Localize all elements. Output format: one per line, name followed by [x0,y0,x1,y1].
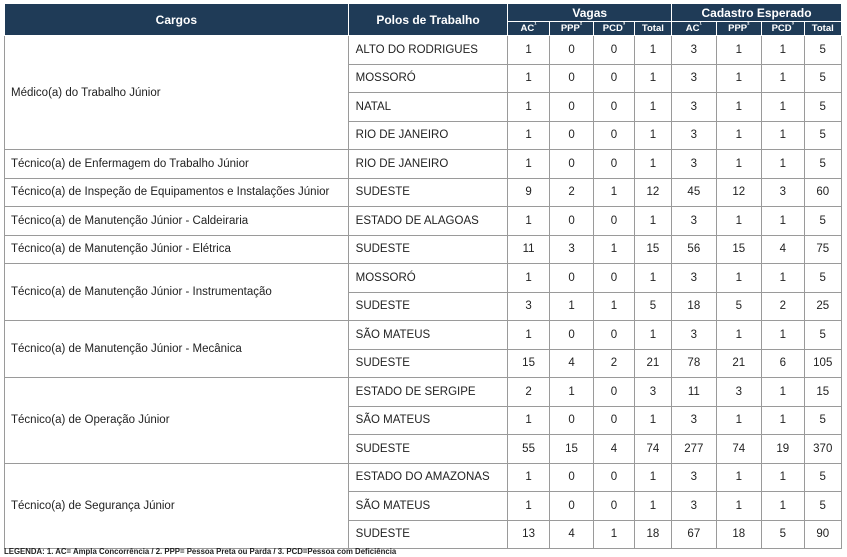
cadastro-pcd-cell: 6 [762,349,804,378]
cargo-cell: Técnico(a) de Enfermagem do Trabalho Júnior [5,150,349,179]
cadastro-ppp-cell: 1 [716,463,761,492]
cadastro-ac-cell: 11 [672,378,716,407]
vagas-ac-cell: 1 [508,406,549,435]
cadastro-pcd-cell: 1 [762,264,804,293]
vacancies-table [4,3,842,549]
vagas-ac-cell: 9 [508,178,549,207]
polo-cell: MOSSORÓ [348,264,508,293]
vagas-ppp-cell: 1 [549,378,593,407]
table-row [5,264,842,293]
header-vagas-total: Total [634,22,671,36]
vagas-pcd-cell: 2 [594,349,634,378]
cadastro-ac-cell: 3 [672,264,716,293]
cadastro-ppp-cell: 1 [716,264,761,293]
cadastro-total-cell: 5 [804,264,842,293]
cadastro-ac-cell: 3 [672,150,716,179]
polo-cell: ALTO DO RODRIGUES [348,36,508,65]
cadastro-ac-cell: 3 [672,463,716,492]
vagas-ac-cell: 11 [508,235,549,264]
cadastro-pcd-cell: 5 [762,520,804,549]
table-row [5,378,842,407]
table-row [5,178,842,207]
vagas-ac-cell: 1 [508,463,549,492]
polo-cell: SUDESTE [348,292,508,321]
table-row [5,463,842,492]
vagas-ppp-cell: 0 [549,321,593,350]
cadastro-ppp-cell: 15 [716,235,761,264]
vagas-ac-cell: 1 [508,150,549,179]
vagas-pcd-cell: 0 [594,207,634,236]
vagas-total-cell: 1 [634,93,671,122]
vagas-pcd-cell: 0 [594,36,634,65]
vagas-pcd-cell: 0 [594,64,634,93]
cadastro-total-cell: 75 [804,235,842,264]
cadastro-total-cell: 5 [804,321,842,350]
cadastro-ac-cell: 3 [672,121,716,150]
vagas-total-cell: 1 [634,121,671,150]
cadastro-ppp-cell: 1 [716,406,761,435]
vagas-pcd-cell: 1 [594,292,634,321]
polo-cell: ESTADO DE SERGIPE [348,378,508,407]
cadastro-pcd-cell: 4 [762,235,804,264]
cargo-cell: Técnico(a) de Inspeção de Equipamentos e Instalações Júnior [5,178,349,207]
vagas-ppp-cell: 0 [549,492,593,521]
vagas-total-cell: 1 [634,207,671,236]
vagas-ac-cell: 15 [508,349,549,378]
header-vagas-pcd: $PCD^{^3}$ [594,22,634,36]
cadastro-pcd-cell: 1 [762,207,804,236]
vagas-ppp-cell: 0 [549,150,593,179]
cadastro-ppp-cell: 1 [716,121,761,150]
header-cadastro-total: Total [804,22,842,36]
vagas-ac-cell: 1 [508,207,549,236]
polo-cell: SUDESTE [348,520,508,549]
polo-cell: ESTADO DE ALAGOAS [348,207,508,236]
vagas-ac-cell: 2 [508,378,549,407]
vagas-pcd-cell: 4 [594,435,634,464]
vagas-total-cell: 1 [634,36,671,65]
cadastro-total-cell: 105 [804,349,842,378]
cadastro-total-cell: 5 [804,463,842,492]
legend-text: LEGENDA: 1. AC= Ampla Concorrência / 2. PPP= Pessoa Preta ou Parda / 3. PCD=Pessoa com Deficiência [4,547,397,556]
polo-cell: MOSSORÓ [348,64,508,93]
vagas-total-cell: 74 [634,435,671,464]
vagas-ppp-cell: 0 [549,264,593,293]
cargo-cell: Técnico(a) de Segurança Júnior [5,463,349,549]
cadastro-ac-cell: 56 [672,235,716,264]
header-cadastro-pcd: $PCD^{^3}$ [762,22,804,36]
header-cargos: Cargos [5,4,349,36]
polo-cell: ESTADO DO AMAZONAS [348,463,508,492]
vagas-ppp-cell: 0 [549,463,593,492]
vagas-pcd-cell: 0 [594,492,634,521]
polo-cell: SUDESTE [348,235,508,264]
cadastro-pcd-cell: 1 [762,378,804,407]
table-row [5,207,842,236]
cargo-cell: Médico(a) do Trabalho Júnior [5,36,349,150]
cadastro-total-cell: 5 [804,207,842,236]
vagas-total-cell: 1 [634,264,671,293]
vagas-ppp-cell: 2 [549,178,593,207]
header-vagas-ac: $AC^{^1}$ [508,22,549,36]
cargo-cell: Técnico(a) de Operação Júnior [5,378,349,464]
cadastro-ac-cell: 18 [672,292,716,321]
vagas-ppp-cell: 3 [549,235,593,264]
header-cadastro-ppp: $PPP^{^2}$ [716,22,761,36]
cadastro-total-cell: 370 [804,435,842,464]
vagas-ac-cell: 55 [508,435,549,464]
cadastro-ppp-cell: 12 [716,178,761,207]
polo-cell: SUDESTE [348,178,508,207]
cadastro-ppp-cell: 21 [716,349,761,378]
vagas-ppp-cell: 4 [549,520,593,549]
cadastro-pcd-cell: 1 [762,93,804,122]
vagas-pcd-cell: 1 [594,520,634,549]
cadastro-pcd-cell: 1 [762,36,804,65]
cadastro-ac-cell: 3 [672,492,716,521]
header-polos: Polos de Trabalho [348,4,508,36]
vagas-total-cell: 18 [634,520,671,549]
cadastro-total-cell: 25 [804,292,842,321]
vagas-ppp-cell: 1 [549,292,593,321]
vagas-total-cell: 12 [634,178,671,207]
vagas-ac-cell: 1 [508,36,549,65]
table-row [5,321,842,350]
cadastro-ppp-cell: 1 [716,64,761,93]
polo-cell: SUDESTE [348,435,508,464]
vagas-total-cell: 21 [634,349,671,378]
cadastro-ppp-cell: 3 [716,378,761,407]
cadastro-pcd-cell: 1 [762,406,804,435]
cadastro-total-cell: 5 [804,93,842,122]
vagas-pcd-cell: 1 [594,178,634,207]
vacancies-table-container [4,3,842,549]
cadastro-ppp-cell: 18 [716,520,761,549]
cadastro-ac-cell: 78 [672,349,716,378]
vagas-ppp-cell: 0 [549,406,593,435]
cadastro-ppp-cell: 1 [716,150,761,179]
cargo-cell: Técnico(a) de Manutenção Júnior - Caldeiraria [5,207,349,236]
cadastro-pcd-cell: 1 [762,492,804,521]
vagas-ac-cell: 1 [508,321,549,350]
header-vagas: Vagas [508,4,672,22]
vagas-total-cell: 15 [634,235,671,264]
cadastro-pcd-cell: 19 [762,435,804,464]
cadastro-pcd-cell: 2 [762,292,804,321]
polo-cell: SUDESTE [348,349,508,378]
cadastro-pcd-cell: 1 [762,150,804,179]
table-row [5,235,842,264]
polo-cell: RIO DE JANEIRO [348,150,508,179]
cadastro-pcd-cell: 1 [762,121,804,150]
cadastro-ac-cell: 67 [672,520,716,549]
vagas-total-cell: 1 [634,463,671,492]
vagas-ac-cell: 13 [508,520,549,549]
vagas-ppp-cell: 0 [549,93,593,122]
cadastro-ac-cell: 3 [672,406,716,435]
vagas-ppp-cell: 0 [549,121,593,150]
vagas-pcd-cell: 0 [594,406,634,435]
vagas-pcd-cell: 0 [594,93,634,122]
vagas-pcd-cell: 1 [594,235,634,264]
cadastro-total-cell: 5 [804,150,842,179]
polo-cell: SÃO MATEUS [348,321,508,350]
cadastro-ac-cell: 3 [672,321,716,350]
cadastro-total-cell: 5 [804,406,842,435]
vagas-ppp-cell: 0 [549,64,593,93]
cadastro-pcd-cell: 1 [762,463,804,492]
vagas-total-cell: 1 [634,64,671,93]
vagas-ac-cell: 1 [508,64,549,93]
vagas-ac-cell: 1 [508,492,549,521]
cadastro-ac-cell: 277 [672,435,716,464]
cadastro-ppp-cell: 74 [716,435,761,464]
header-vagas-ppp: $PPP^{^2}$ [549,22,593,36]
cadastro-total-cell: 5 [804,492,842,521]
vagas-total-cell: 3 [634,378,671,407]
cadastro-total-cell: 5 [804,36,842,65]
cadastro-total-cell: 60 [804,178,842,207]
cadastro-ac-cell: 3 [672,93,716,122]
vagas-ppp-cell: 0 [549,36,593,65]
cargo-cell: Técnico(a) de Manutenção Júnior - Instrumentação [5,264,349,321]
polo-cell: SÃO MATEUS [348,406,508,435]
table-row [5,36,842,65]
polo-cell: RIO DE JANEIRO [348,121,508,150]
cadastro-ppp-cell: 5 [716,292,761,321]
vagas-total-cell: 1 [634,492,671,521]
vagas-pcd-cell: 0 [594,264,634,293]
vagas-pcd-cell: 0 [594,150,634,179]
polo-cell: NATAL [348,93,508,122]
cadastro-ac-cell: 3 [672,36,716,65]
vagas-total-cell: 1 [634,321,671,350]
cadastro-ppp-cell: 1 [716,321,761,350]
table-row [5,150,842,179]
table-header [5,4,842,36]
cadastro-ppp-cell: 1 [716,93,761,122]
cadastro-ppp-cell: 1 [716,207,761,236]
header-cadastro-ac: $AC^{^1}$ [672,22,716,36]
vagas-pcd-cell: 0 [594,321,634,350]
cargo-cell: Técnico(a) de Manutenção Júnior - Mecânica [5,321,349,378]
cadastro-ac-cell: 3 [672,207,716,236]
vagas-total-cell: 1 [634,150,671,179]
vagas-ac-cell: 1 [508,264,549,293]
cadastro-pcd-cell: 1 [762,321,804,350]
vagas-ppp-cell: 15 [549,435,593,464]
polo-cell: SÃO MATEUS [348,492,508,521]
cadastro-total-cell: 15 [804,378,842,407]
vagas-ac-cell: 1 [508,93,549,122]
header-cadastro: Cadastro Esperado [672,4,842,22]
cadastro-ppp-cell: 1 [716,492,761,521]
cadastro-pcd-cell: 1 [762,64,804,93]
cadastro-total-cell: 5 [804,64,842,93]
cargo-cell: Técnico(a) de Manutenção Júnior - Elétrica [5,235,349,264]
vagas-pcd-cell: 0 [594,121,634,150]
cadastro-ppp-cell: 1 [716,36,761,65]
vagas-pcd-cell: 0 [594,378,634,407]
vagas-ppp-cell: 0 [549,207,593,236]
cadastro-ac-cell: 45 [672,178,716,207]
cadastro-ac-cell: 3 [672,64,716,93]
vagas-total-cell: 1 [634,406,671,435]
vagas-ac-cell: 3 [508,292,549,321]
cadastro-pcd-cell: 3 [762,178,804,207]
cadastro-total-cell: 90 [804,520,842,549]
vagas-ac-cell: 1 [508,121,549,150]
table-body [5,36,842,549]
cadastro-total-cell: 5 [804,121,842,150]
vagas-pcd-cell: 0 [594,463,634,492]
vagas-total-cell: 5 [634,292,671,321]
vagas-ppp-cell: 4 [549,349,593,378]
